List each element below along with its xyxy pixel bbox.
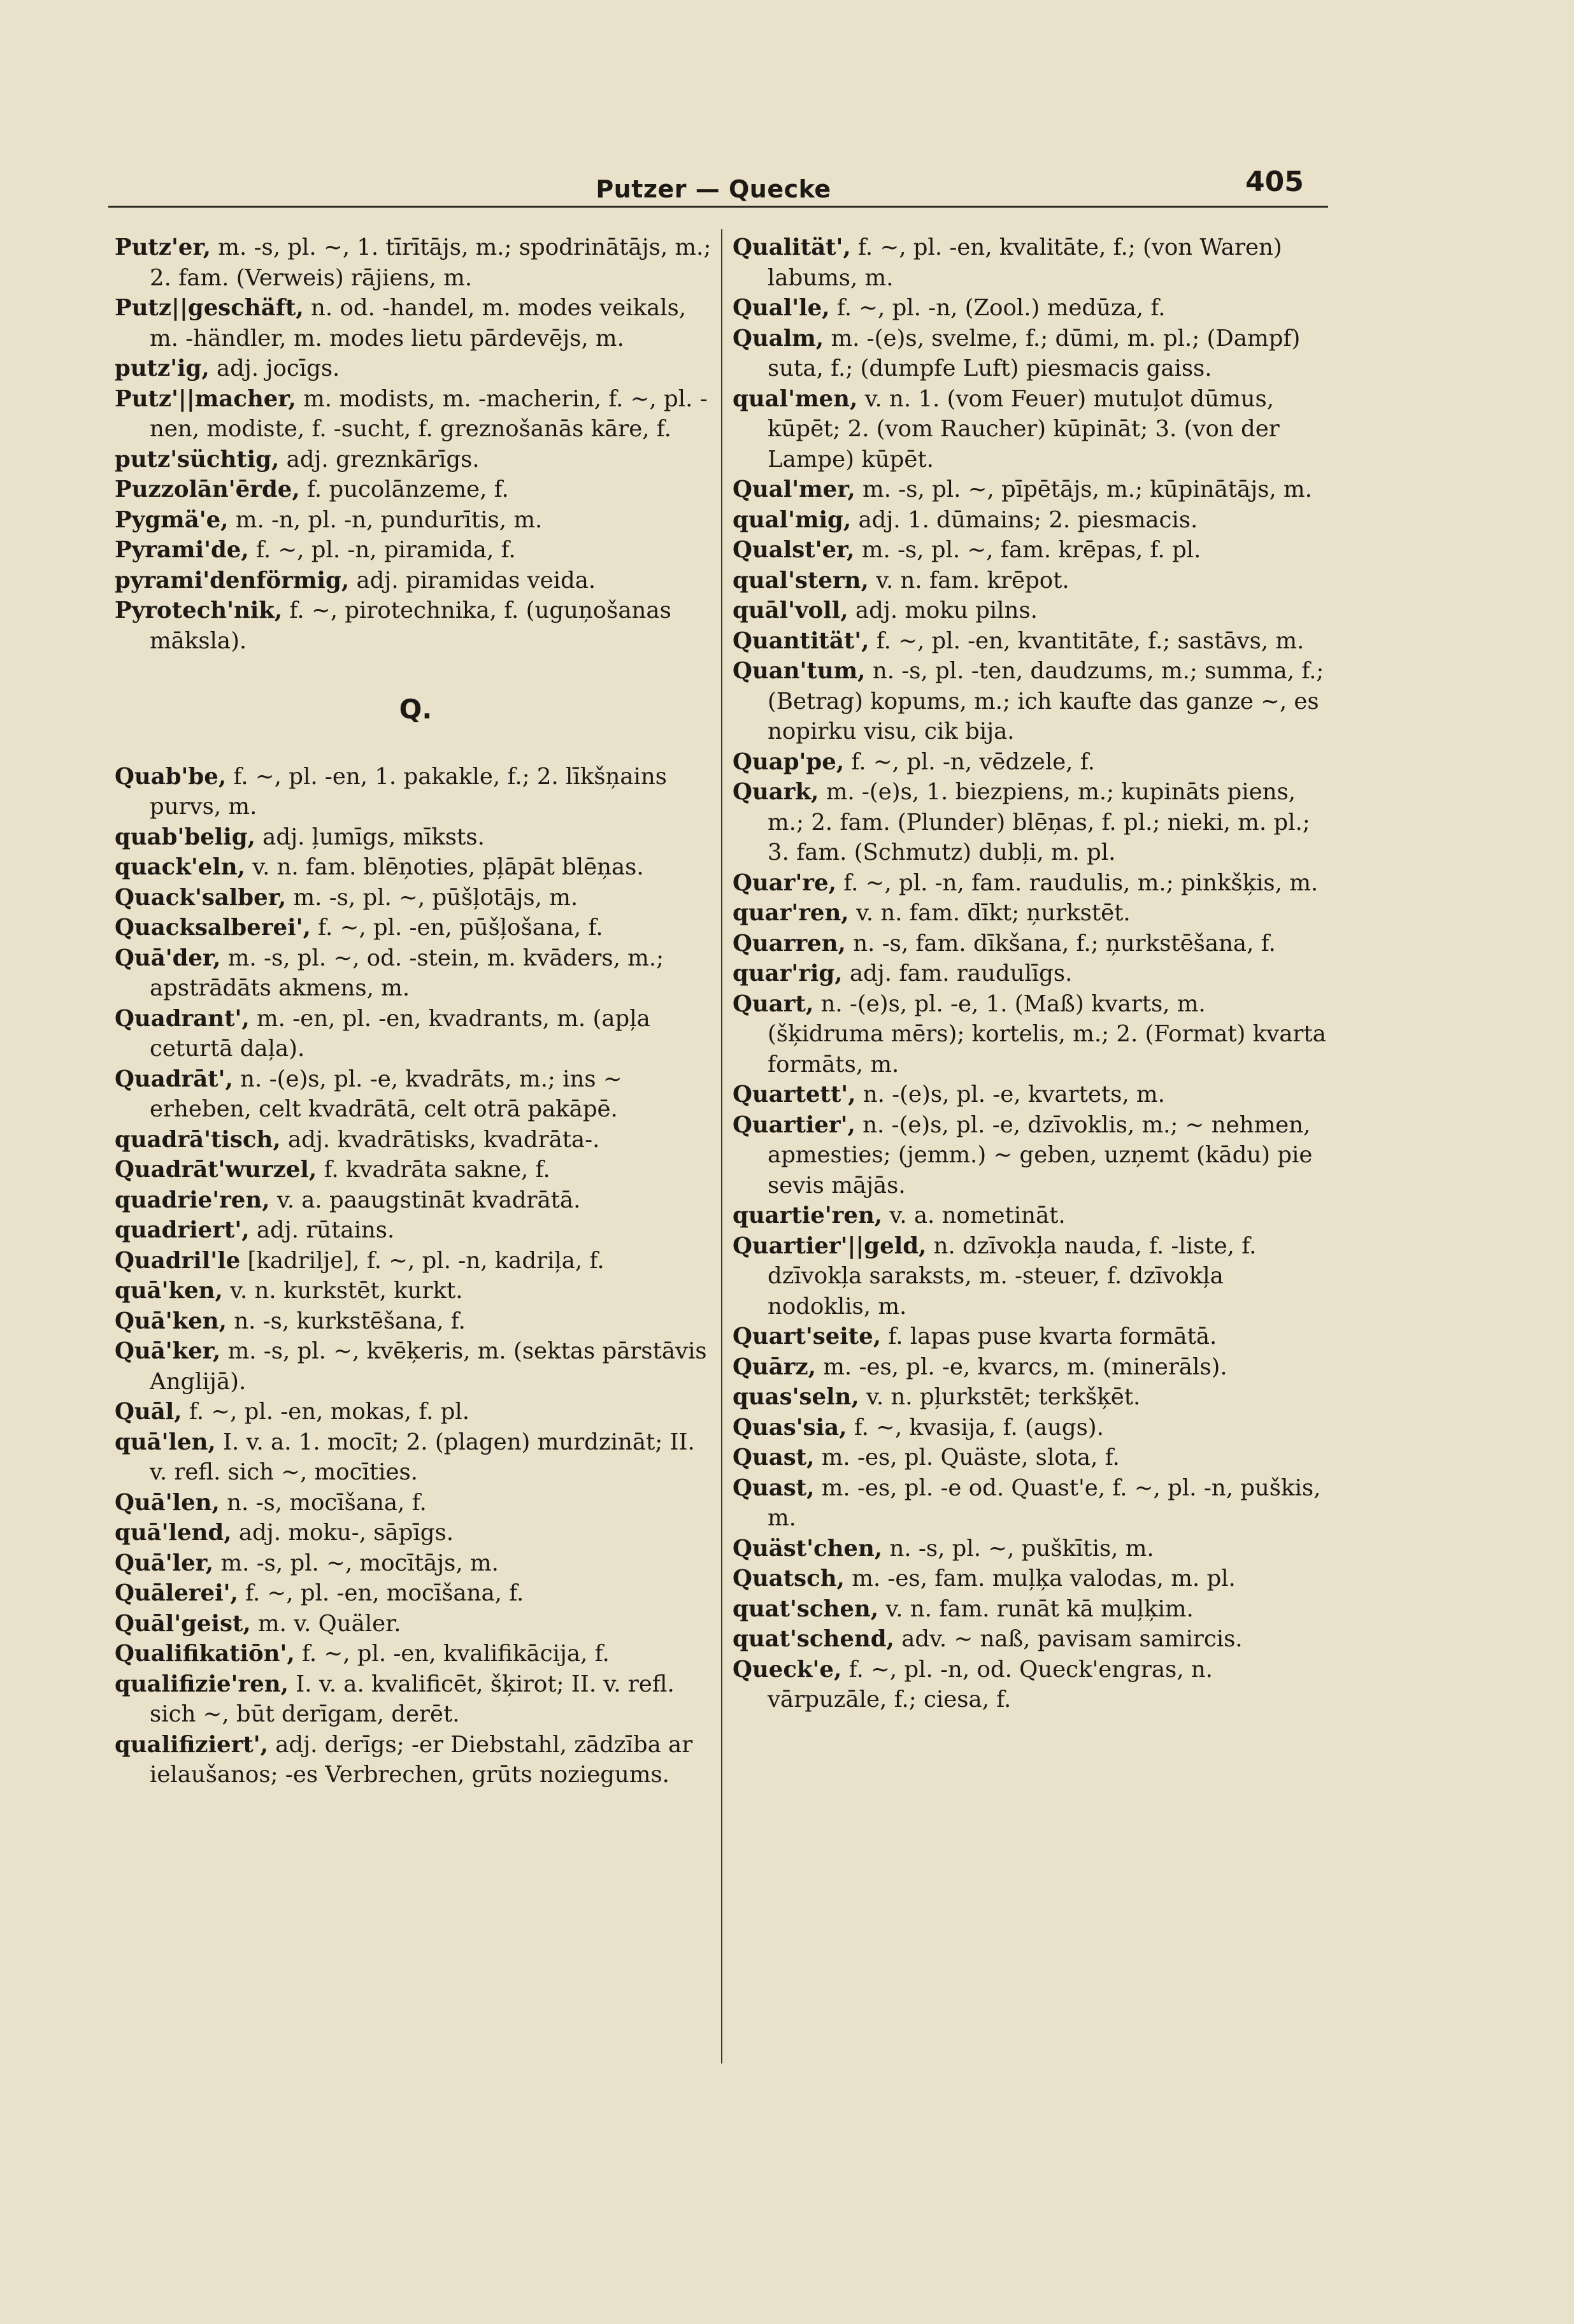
definition: v. n. kurkstēt, kurkt. [222, 1278, 463, 1304]
headword: Quab'be, [115, 763, 227, 790]
headword: Quā'ker, [115, 1338, 221, 1364]
definition: m. -es, pl. -e od. Quast'e, f. ~, pl. -n, puškis, m. [768, 1474, 1321, 1531]
dictionary-entry [733, 293, 1328, 324]
definition: m. modists, m. -macherin, f. ~, pl. -nen, modiste, f. -sucht, f. greznošanās kāre, f. [150, 385, 708, 442]
definition: adj. greznkārīgs. [279, 446, 480, 473]
headword: Qualst'er, [733, 537, 855, 563]
headword: Quacksalberei', [115, 915, 311, 941]
headword: Puzzolān'ērde, [115, 476, 300, 503]
definition: n. -s, fam. dīkšana, f.; ņurkstēšana, f. [845, 930, 1276, 957]
dictionary-entry [115, 1609, 717, 1639]
headword: quadriert', [115, 1217, 250, 1243]
headword: quas'seln, [733, 1384, 859, 1410]
headword: quadrie'ren, [115, 1187, 270, 1213]
headword: Quadril'le [115, 1247, 241, 1274]
dictionary-entry [115, 445, 717, 475]
dictionary-entry [733, 474, 1328, 505]
definition: m. -(e)s, svelme, f.; dūmi, m. pl.; (Dampf) suta, f.; (dumpfe Luft) piesmacis gaiss. [768, 325, 1301, 381]
dictionary-entry [115, 852, 717, 883]
header-rule [108, 206, 1328, 208]
dictionary-entry [733, 868, 1328, 899]
definition: n. -s, mocīšana, f. [219, 1489, 427, 1516]
dictionary-entry [733, 989, 1328, 1080]
definition: n. -s, kurkstēšana, f. [226, 1308, 466, 1334]
definition: f. ~, pl. -en, mokas, f. pl. [182, 1399, 470, 1425]
headword: Quadrāt', [115, 1066, 233, 1092]
headword: Quart, [733, 990, 814, 1017]
definition: n. od. -handel, m. modes veikals, m. -händler, m. modes lietu pārdevējs, m. [150, 295, 687, 352]
headword: Quadrāt'wurzel, [115, 1157, 317, 1183]
definition: f. ~, pl. -n, fam. raudulis, m.; pinkšķis, m. [836, 869, 1319, 896]
definition: adj. 1. dūmains; 2. piesmacis. [851, 506, 1198, 533]
dictionary-entry [733, 595, 1328, 626]
page-header [0, 162, 1574, 220]
dictionary-entry [733, 1443, 1328, 1473]
definition: m. -es, pl. -e, kvarcs, m. (minerāls). [815, 1353, 1227, 1380]
dictionary-entry [733, 1473, 1328, 1534]
definition: n. -(e)s, pl. -e, 1. (Maß) kvarts, m. (šķidruma mērs); kortelis, m.; 2. (Format) kvarta formāts, m. [768, 990, 1326, 1078]
definition: adj. moku-, sāpīgs. [231, 1520, 454, 1546]
headword: Quar're, [733, 869, 836, 896]
dictionary-entry [733, 566, 1328, 596]
dictionary-entry [115, 1518, 717, 1548]
dictionary-entry [115, 384, 717, 445]
definition: f. ~, pl. -en, pūšļošana, f. [310, 915, 603, 941]
headword: Quāl'geist, [115, 1610, 251, 1637]
headword: Quartier', [733, 1111, 855, 1138]
dictionary-entry [115, 1064, 717, 1125]
dictionary-entry [733, 929, 1328, 959]
definition: adj. rūtains. [249, 1217, 395, 1243]
dictionary-entry [115, 1548, 717, 1579]
dictionary-entry [115, 1639, 717, 1669]
headword: Quartett', [733, 1081, 856, 1108]
dictionary-entry [733, 1534, 1328, 1564]
headword: quā'len, [115, 1429, 216, 1455]
definition: m. -es, fam. muļķa valodas, m. pl. [844, 1565, 1236, 1592]
right-column [733, 232, 1328, 2092]
headword: qualifiziert', [115, 1731, 268, 1758]
headword: Pygmä'e, [115, 506, 229, 533]
headword: qual'mig, [733, 506, 852, 533]
dictionary-entry [733, 1231, 1328, 1322]
headword: Quast, [733, 1474, 815, 1501]
definition: m. -n, pl. -n, pundurītis, m. [228, 506, 543, 533]
headword: Quart'seite, [733, 1323, 882, 1350]
headword: Quadrant', [115, 1005, 250, 1032]
definition: I. v. a. 1. mocīt; 2. (plagen) murdzināt; II. v. refl. sich ~, mocīties. [150, 1429, 695, 1485]
dictionary-entry [115, 1669, 717, 1730]
definition: m. -s, pl. ~, fam. krēpas, f. pl. [854, 537, 1201, 563]
dictionary-entry [115, 943, 717, 1004]
definition: f. ~, pl. -en, kvalitāte, f.; (von Waren) labums, m. [768, 234, 1282, 291]
definition: m. -s, pl. ~, mocītājs, m. [213, 1550, 499, 1576]
definition: v. n. pļurkstēt; terkšķēt. [859, 1384, 1141, 1410]
definition: adj. kvadrātisks, kvadrāta-. [280, 1126, 600, 1153]
definition: m. -es, pl. Quäste, slota, f. [814, 1444, 1120, 1471]
dictionary-entry [733, 656, 1328, 747]
definition: m. -s, pl. ~, pūšļotājs, m. [286, 884, 578, 911]
headword: Pyrami'de, [115, 537, 249, 563]
dictionary-entry [115, 232, 717, 293]
headword: qual'stern, [733, 567, 869, 594]
definition: m. v. Quäler. [250, 1610, 401, 1637]
dictionary-entry [733, 1080, 1328, 1110]
definition: v. n. fam. blēņoties, pļāpāt blēņas. [245, 854, 644, 880]
dictionary-entry [115, 1125, 717, 1155]
definition: adj. ļumīgs, mīksts. [255, 823, 485, 850]
headword: quā'ken, [115, 1278, 223, 1304]
definition: [kadrilje], f. ~, pl. -n, kadriļa, f. [240, 1247, 605, 1274]
definition: f. kvadrāta sakne, f. [317, 1157, 550, 1183]
dictionary-entry [733, 1624, 1328, 1655]
definition: m. -s, pl. ~, od. -stein, m. kvāders, m.; apstrādāts akmens, m. [150, 945, 664, 1001]
definition: adj. jocīgs. [209, 355, 340, 381]
right-entries [733, 232, 1328, 1715]
headword: quāl'voll, [733, 597, 848, 624]
headword: qualifizie'ren, [115, 1671, 289, 1697]
headword: Quantität', [733, 627, 869, 654]
dictionary-entry [115, 1215, 717, 1246]
dictionary-entry [733, 1382, 1328, 1413]
headword: Putz'er, [115, 234, 211, 260]
headword: putz'ig, [115, 355, 210, 381]
headword: quat'schend, [733, 1626, 894, 1652]
headword: Pyrotech'nik, [115, 597, 283, 624]
letter-heading: Q. [399, 694, 433, 725]
definition: f. ~, pl. -n, vēdzele, f. [844, 748, 1095, 775]
dictionary-entry [733, 324, 1328, 384]
headword: Quā'der, [115, 945, 221, 971]
definition: m. -s, pl. ~, pīpētājs, m.; kūpinātājs, m. [855, 476, 1312, 503]
dictionary-entry [115, 1488, 717, 1518]
definition: n. -(e)s, pl. -e, kvartets, m. [855, 1081, 1165, 1108]
headword: Quatsch, [733, 1565, 845, 1592]
headword: Quā'len, [115, 1489, 220, 1516]
definition: m. -s, pl. ~, 1. tīrītājs, m.; spodrinātājs, m.; 2. fam. (Verweis) rājiens, m. [150, 234, 712, 291]
definition: f. ~, pl. -en, kvalifikācija, f. [294, 1641, 610, 1667]
definition: f. ~, pl. -en, mocīšana, f. [238, 1580, 524, 1606]
definition: f. ~, pirotechnika, f. (uguņošanas māksla). [150, 597, 671, 654]
headword: Quāl, [115, 1399, 182, 1425]
headword: Qual'mer, [733, 476, 855, 503]
definition: n. -(e)s, pl. -e, kvadrāts, m.; ins ~ erheben, celt kvadrātā, celt otrā pakāpē. [150, 1066, 622, 1122]
dictionary-entry [115, 822, 717, 853]
dictionary-entry [115, 566, 717, 596]
headword: Quā'ken, [115, 1308, 227, 1334]
definition: m. -en, pl. -en, kvadrants, m. (apļa ceturtā daļa). [150, 1005, 650, 1062]
dictionary-entry [733, 898, 1328, 929]
dictionary-entry [115, 1004, 717, 1064]
definition: v. n. 1. (vom Feuer) mutuļot dūmus, kūpēt; 2. (vom Raucher) kūpināt; 3. (von der Lampe) kūpēt. [768, 385, 1280, 473]
dictionary-entry [733, 1594, 1328, 1625]
headword: Quark, [733, 779, 819, 805]
dictionary-entry [733, 1110, 1328, 1201]
dictionary-entry [733, 777, 1328, 868]
headword: Quarren, [733, 930, 846, 957]
entries-after-q [115, 762, 717, 1790]
dictionary-entry [733, 1413, 1328, 1443]
dictionary-entry [115, 1246, 717, 1276]
headword: Quā'ler, [115, 1550, 214, 1576]
dictionary-entry [115, 1397, 717, 1427]
headword: Putz||geschäft, [115, 295, 304, 321]
dictionary-entry [115, 762, 717, 822]
dictionary-entry [733, 959, 1328, 989]
dictionary-entry [733, 1352, 1328, 1383]
dictionary-entry [733, 1655, 1328, 1715]
definition: v. n. fam. krēpot. [868, 567, 1070, 594]
headword: Quast, [733, 1444, 815, 1471]
definition: f. lapas puse kvarta formātā. [881, 1323, 1217, 1350]
headword: quadrā'tisch, [115, 1126, 281, 1153]
dictionary-entry [733, 1564, 1328, 1594]
definition: v. n. fam. runāt kā muļķim. [878, 1595, 1194, 1622]
dictionary-entry [115, 1336, 717, 1397]
definition: n. dzīvokļa nauda, f. -liste, f. dzīvokļa saraksts, m. -steuer, f. dzīvokļa nodoklis, m. [768, 1232, 1257, 1320]
definition: v. n. fam. dīkt; ņurkstēt. [848, 900, 1131, 926]
dictionary-entry [115, 1578, 717, 1609]
definition: n. -s, pl. -ten, daudzums, m.; summa, f.; (Betrag) kopums, m.; ich kaufte das ganze ~, es nopirku visu, cik bija. [768, 658, 1324, 745]
entries-before-q [115, 232, 717, 656]
dictionary-entry [115, 505, 717, 536]
headword: Qualität', [733, 234, 851, 260]
headword: Quārz, [733, 1353, 816, 1380]
page-number: 405 [1245, 166, 1304, 198]
dictionary-entry [733, 626, 1328, 657]
headword: Quap'pe, [733, 748, 845, 775]
dictionary-entry [733, 505, 1328, 536]
definition: I. v. a. kvalificēt, šķirot; II. v. refl. sich ~, būt derīgam, derēt. [150, 1671, 675, 1727]
headword: Quan'tum, [733, 658, 866, 684]
column-divider [721, 229, 722, 2064]
definition: f. ~, pl. -en, kvantitāte, f.; sastāvs, m. [869, 627, 1305, 654]
dictionary-entry [115, 883, 717, 913]
definition: f. ~, pl. -n, piramida, f. [248, 537, 516, 563]
headword: Qualm, [733, 325, 824, 352]
headword: Queck'e, [733, 1656, 842, 1683]
dictionary-entry [115, 1276, 717, 1306]
headword: Quartier'||geld, [733, 1232, 927, 1259]
headword: Qual'le, [733, 295, 830, 321]
headword: Putz'||macher, [115, 385, 296, 412]
dictionary-entry [115, 1155, 717, 1185]
dictionary-entry [115, 1427, 717, 1488]
definition: adj. derīgs; -er Diebstahl, zādzība ar ielaušanos; -es Verbrechen, grūts noziegums. [150, 1731, 693, 1788]
definition: m. -s, pl. ~, kvēķeris, m. (sektas pārstāvis Anglijā). [150, 1338, 707, 1395]
definition: adj. moku pilns. [848, 597, 1038, 624]
definition: n. -(e)s, pl. -e, dzīvoklis, m.; ~ nehmen, apmesties; (jemm.) ~ geben, uzņemt (kādu) pie sevis mājās. [768, 1111, 1313, 1199]
headword: pyrami'denförmig, [115, 567, 350, 594]
dictionary-entry [115, 535, 717, 566]
definition: adv. ~ naß, pavisam samircis. [894, 1626, 1243, 1652]
dictionary-entry [115, 474, 717, 505]
headword: Qualifikatiōn', [115, 1641, 295, 1667]
dictionary-entry [115, 1730, 717, 1790]
headword: quat'schen, [733, 1595, 879, 1622]
headword: quab'belig, [115, 823, 255, 850]
dictionary-entry [115, 1185, 717, 1216]
headword: qual'men, [733, 385, 858, 412]
dictionary-entry [733, 232, 1328, 293]
definition: v. a. paaugstināt kvadrātā. [269, 1187, 581, 1213]
headword: Quālerei', [115, 1580, 238, 1606]
definition: m. -(e)s, 1. biezpiens, m.; kupināts piens, m.; 2. fam. (Plunder) blēņas, f. pl.; nieki, m. pl.; 3. fam. (Schmutz) dubļi, m. pl. [768, 779, 1310, 866]
running-head: Putzer — Quecke [596, 175, 831, 203]
definition: adj. fam. raudulīgs. [842, 960, 1073, 987]
definition: f. ~, pl. -n, (Zool.) medūza, f. [829, 295, 1166, 321]
headword: putz'süchtig, [115, 446, 280, 473]
headword: Quas'sia, [733, 1414, 847, 1441]
headword: Quack'salber, [115, 884, 287, 911]
dictionary-entry [733, 747, 1328, 778]
definition: f. ~, kvasija, f. (augs). [847, 1414, 1104, 1441]
dictionary-entry [733, 1201, 1328, 1231]
dictionary-entry [115, 353, 717, 384]
dictionary-entry [115, 1306, 717, 1337]
dictionary-entry [115, 293, 717, 353]
headword: Quäst'chen, [733, 1535, 883, 1562]
definition: adj. piramidas veida. [349, 567, 596, 594]
dictionary-entry [115, 913, 717, 943]
dictionary-entry [733, 535, 1328, 566]
dictionary-entry [733, 1322, 1328, 1352]
headword: quā'lend, [115, 1520, 232, 1546]
dictionary-entry [115, 595, 717, 656]
definition: n. -s, pl. ~, puškītis, m. [882, 1535, 1154, 1562]
headword: quar'ren, [733, 900, 849, 926]
definition: f. ~, pl. -n, od. Queck'engras, n. vārpuzāle, f.; ciesa, f. [768, 1656, 1213, 1713]
left-column [115, 232, 717, 2092]
headword: quack'eln, [115, 854, 245, 880]
headword: quartie'ren, [733, 1202, 883, 1229]
definition: f. ~, pl. -en, 1. pakakle, f.; 2. līkšņains purvs, m. [150, 763, 667, 820]
definition: v. a. nometināt. [882, 1202, 1066, 1229]
dictionary-entry [733, 384, 1328, 475]
definition: f. pucolānzeme, f. [299, 476, 509, 503]
headword: quar'rig, [733, 960, 843, 987]
